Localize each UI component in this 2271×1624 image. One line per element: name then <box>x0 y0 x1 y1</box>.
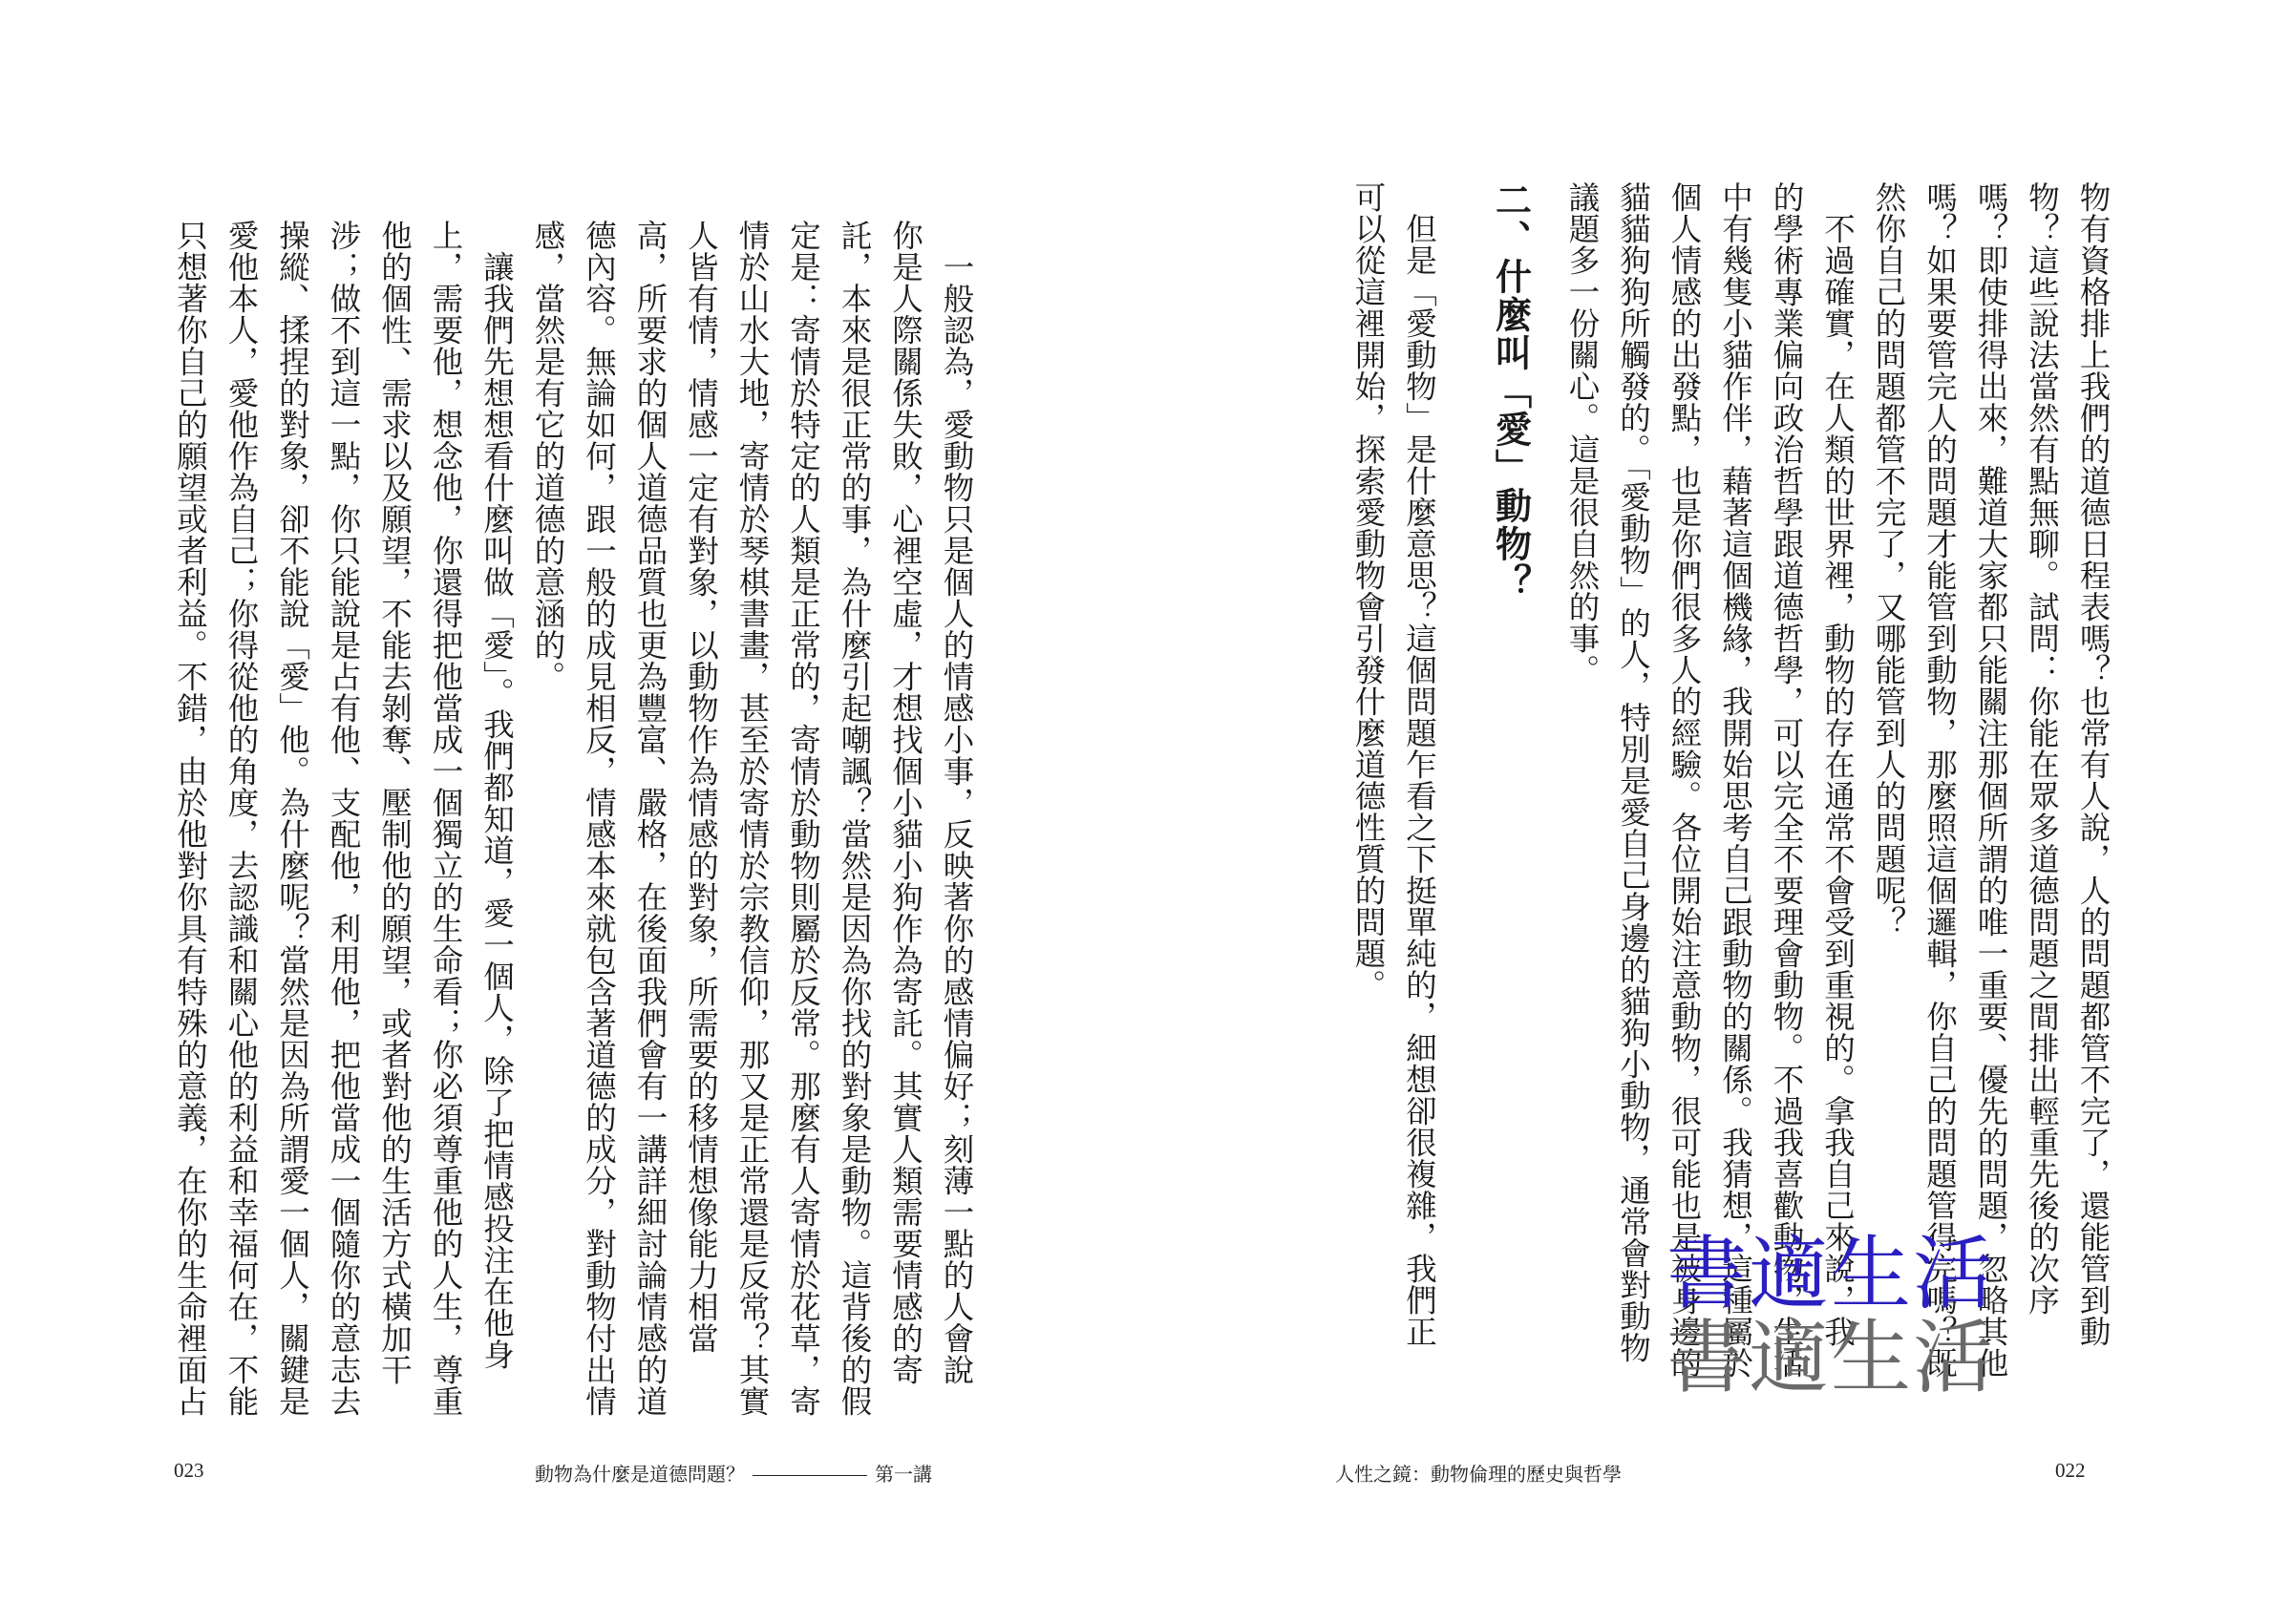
paragraph-line: 愛他本人，愛他作為自己；你得從他的角度，去認識和關心他的利益和幸福何在，不能 <box>223 220 260 1417</box>
paragraph-line: 只想著你自己的願望或者利益。不錯，由於他對你具有特殊的意義，在你的生命裡面占 <box>172 220 209 1417</box>
paragraph-line: 人皆有情，情感一定有對象，以動物作為情感的對象，所需要的移情想像能力相當 <box>683 220 720 1354</box>
watermark-gray: 書適生活 <box>1666 1311 1996 1404</box>
paragraph-line: 讓我們先想想看什麼叫做「愛」。我們都知道，愛一個人，除了把情感投注在他身 <box>478 251 516 1370</box>
paragraph-line: 德內容。無論如何，跟一般的成見相反，情感本來就包含著道德的成分，對動物付出情 <box>581 220 618 1417</box>
paragraph-line: 一般認為，愛動物只是個人的情感小事，反映著你的感情偏好；刻薄一點的人會說 <box>939 251 975 1385</box>
paragraph-line: 嗎？即使排得出來，難道大家都只能關注那個所謂的唯一重要、優先的問題，忽略其他 <box>1973 181 2009 1379</box>
right-page-number <box>2055 1459 2086 1483</box>
paragraph-line: 中有幾隻小貓作伴，藉著這個機緣，我開始思考自己跟動物的關係。我猜想，這種屬於 <box>1717 181 1754 1379</box>
left-page-body <box>172 220 975 1417</box>
paragraph-line: 物有資格排上我們的道德日程表嗎？也常有人說，人的問題都管不完了，還能管到動 <box>2075 181 2112 1347</box>
section-heading: 二、什麼叫「愛」動物？ <box>1489 181 1532 601</box>
paragraph-line: 不過確實，在人類的世界裡，動物的存在通常不會受到重視的。拿我自己來說，我 <box>1819 213 1857 1347</box>
page-number: 022 <box>2055 1459 2086 1482</box>
left-running-footer <box>535 1459 932 1487</box>
paragraph-line: 情於山水大地，寄情於琴棋書畫，甚至於寄情於宗教信仰，那又是正常還是反常？其實 <box>734 220 771 1417</box>
footer-rule <box>753 1475 867 1476</box>
paragraph-line: 物？這些說法當然有點無聊。試問：你能在眾多道德問題之間排出輕重先後的次序 <box>2024 181 2061 1316</box>
paragraph-line: 操縱、揉捏的對象，卻不能說「愛」他。為什麼呢？當然是因為所謂愛一個人，關鍵是 <box>274 220 311 1417</box>
paragraph-line: 個人情感的出發點，也是你們很多人的經驗。各位開始注意動物，很可能也是被身邊的 <box>1666 181 1703 1379</box>
paragraph-line: 託，本來是很正常的事，為什麼引起嘲諷？當然是因為你找的對象是動物。這背後的假 <box>837 220 873 1417</box>
footer-title: 動物為什麼是道德問題？ <box>535 1463 745 1486</box>
paragraph-line: 定是：寄情於特定的人類是正常的，寄情於動物則屬於反常。那麼有人寄情於花草，寄 <box>785 220 822 1417</box>
footer-chapter: 第一講 <box>875 1463 932 1486</box>
paragraph-line: 感，當然是有它的道德的意涵的。 <box>530 220 566 692</box>
paragraph-line: 的學術專業偏向政治哲學跟道德哲學，可以完全不要理會動物。不過我喜歡動物，生活 <box>1769 181 1805 1379</box>
footer-title: 人性之鏡：動物倫理的歷史與哲學 <box>1335 1463 1622 1486</box>
paragraph-line: 但是「愛動物」是什麼意思？這個問題乍看之下挺單純的，細想卻很複雜，我們正 <box>1401 213 1438 1347</box>
page-number: 023 <box>174 1459 204 1482</box>
paragraph-line: 嗎？如果要管完人的問題才能管到動物，那麼照這個邏輯，你自己的問題管得完嗎？既 <box>1921 181 1959 1379</box>
paragraph-line: 然你自己的問題都管不完了，又哪能管到人的問題呢？ <box>1871 181 1907 938</box>
left-page-number <box>174 1459 204 1483</box>
paragraph-line: 貓貓狗狗所觸發的。「愛動物」的人，特別是愛自己身邊的貓狗小動物，通常會對動物 <box>1615 181 1652 1363</box>
paragraph-line: 上，需要他，想念他，你還得把他當成一個獨立的生命看；你必須尊重他的人生，尊重 <box>428 220 464 1417</box>
paragraph-line: 高，所要求的個人道德品質也更為豐富、嚴格，在後面我們會有一講詳細討論情感的道 <box>632 220 669 1417</box>
right-running-footer <box>1335 1459 1622 1487</box>
paragraph-line: 議題多一份關心。這是很自然的事。 <box>1564 181 1601 685</box>
paragraph-line: 可以從這裡開始，探索愛動物會引發什麼道德性質的問題。 <box>1350 181 1387 1001</box>
paragraph-line: 涉；做不到這一點，你只能說是占有他、支配他，利用他，把他當成一個隨你的意志去 <box>326 220 362 1417</box>
paragraph-line: 他的個性、需求以及願望，不能去剝奪、壓制他的願望，或者對他的生活方式橫加干 <box>376 220 414 1385</box>
watermark-blue: 書適生活 <box>1666 1227 1996 1320</box>
paragraph-line: 你是人際關係失敗，心裡空虛，才想找個小貓小狗作為寄託。其實人類需要情感的寄 <box>887 220 924 1385</box>
